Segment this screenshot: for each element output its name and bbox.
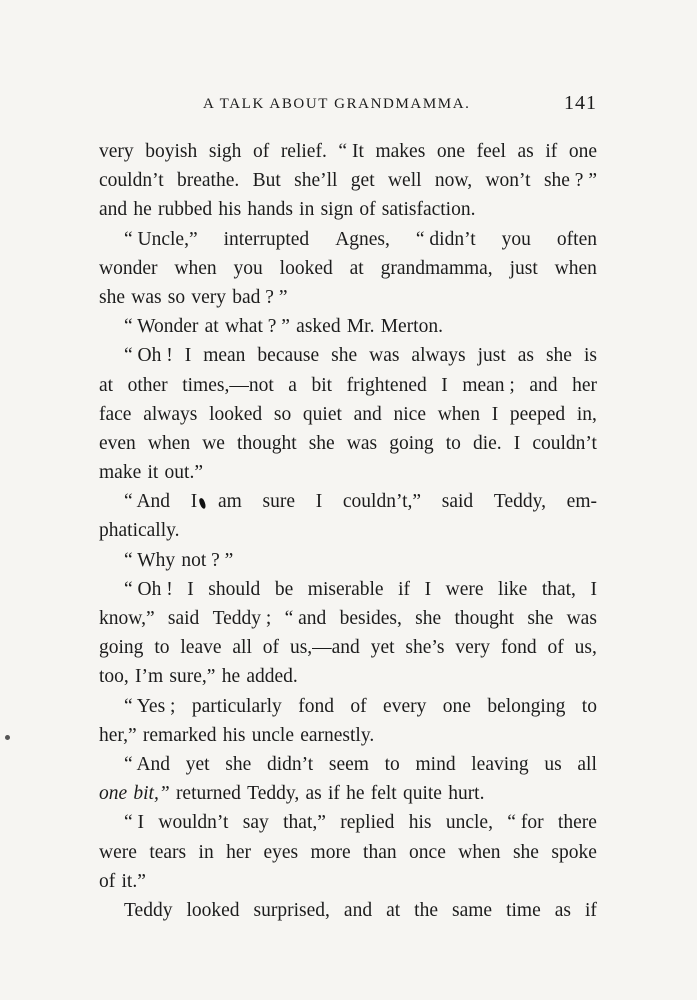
word: mind — [415, 753, 456, 775]
text-line — [99, 516, 597, 545]
word: she — [415, 608, 442, 629]
word: looked — [279, 257, 333, 279]
word: when — [458, 841, 501, 863]
word: said — [167, 608, 200, 629]
word: if — [327, 783, 340, 805]
word: at — [386, 899, 401, 921]
word: spoke — [551, 841, 597, 863]
word: feel — [476, 141, 506, 162]
page-number: 141 — [564, 92, 597, 114]
word: particularly — [191, 695, 282, 717]
word: Merton. — [380, 316, 443, 338]
text-line — [99, 341, 597, 370]
word: interrupted — [223, 228, 310, 250]
word: a — [288, 374, 297, 396]
word: other — [127, 374, 168, 396]
word: seem — [328, 753, 369, 775]
word: she — [512, 841, 539, 863]
word: added. — [246, 666, 298, 688]
word: so — [167, 286, 186, 308]
text-line — [99, 838, 597, 867]
word: that,” — [283, 812, 326, 834]
running-head: A TALK ABOUT GRANDMAMMA. — [203, 96, 471, 112]
word: returned — [175, 783, 241, 805]
text-line — [99, 137, 597, 166]
word: if — [545, 141, 558, 162]
word: when — [554, 257, 597, 279]
word: when — [174, 257, 217, 279]
word: looked — [186, 899, 240, 921]
word: at — [349, 257, 364, 279]
word: Teddy — [124, 899, 173, 921]
word: to — [581, 695, 597, 717]
word: “ Oh ! — [124, 578, 173, 600]
word: as — [305, 783, 322, 805]
word: said — [441, 491, 474, 513]
word: were — [99, 841, 137, 863]
word: sure — [262, 491, 295, 513]
text-line — [99, 808, 597, 837]
text-line — [99, 896, 597, 925]
word: peeped — [509, 403, 566, 425]
word: “ Why — [124, 549, 176, 571]
word: couldn’t — [99, 170, 164, 192]
text-line — [99, 225, 597, 254]
word: you — [233, 257, 263, 279]
word: as — [554, 899, 571, 921]
word: not ? ” — [181, 549, 234, 571]
word: bit — [311, 374, 333, 396]
word: now, — [434, 170, 473, 192]
text-line — [99, 721, 597, 750]
word: know,” — [99, 608, 155, 629]
word: time — [506, 899, 541, 921]
text-line — [99, 575, 597, 604]
word: her — [572, 374, 597, 396]
word: once — [409, 841, 446, 863]
word: “ Wonder — [124, 316, 199, 338]
word: she — [99, 286, 125, 308]
word: going — [389, 432, 434, 454]
word: of — [99, 870, 116, 892]
word: I — [187, 578, 194, 600]
word: well — [387, 170, 422, 192]
word: bad ? ” — [232, 286, 288, 308]
word: you — [501, 228, 531, 250]
word: she’ll — [294, 170, 338, 192]
word: felt — [370, 783, 397, 805]
word: she — [527, 608, 554, 629]
word: every — [383, 695, 427, 717]
word: I — [590, 578, 597, 600]
word: quite — [402, 783, 442, 805]
word: is — [583, 345, 597, 367]
word: wonder — [99, 257, 158, 279]
text-line — [99, 487, 597, 516]
text-line — [99, 312, 597, 341]
word: tears — [149, 841, 187, 863]
word: to — [384, 753, 400, 775]
word: I — [491, 403, 499, 425]
word: all — [232, 637, 252, 659]
word: hurt. — [448, 783, 485, 805]
word: one — [436, 141, 466, 162]
word: it — [147, 462, 159, 484]
word: there — [557, 812, 597, 834]
word: yet — [370, 637, 395, 659]
word: often — [556, 228, 597, 250]
word: same — [451, 899, 493, 921]
word: and — [353, 403, 382, 425]
word: us — [544, 753, 562, 775]
word: of — [262, 637, 280, 659]
word: of — [547, 637, 564, 659]
word: he — [133, 199, 152, 221]
word: thought — [454, 608, 515, 629]
word: one — [442, 695, 471, 717]
word: say — [242, 812, 269, 834]
word: more — [310, 841, 351, 863]
word: I’m — [135, 666, 164, 688]
word: because — [257, 345, 320, 367]
word: was — [566, 608, 597, 629]
margin-speck — [5, 735, 10, 740]
word: he — [221, 666, 241, 688]
word: sigh — [208, 141, 242, 162]
word: didn’t — [266, 753, 314, 775]
word: always — [411, 345, 466, 367]
word: leaving — [471, 753, 529, 775]
word: he — [346, 783, 365, 805]
text-line — [99, 750, 597, 779]
word: thought — [237, 432, 297, 454]
word: we — [202, 432, 225, 454]
word: boyish — [145, 141, 198, 162]
word: Agnes, — [335, 228, 390, 250]
word: I — [190, 491, 198, 513]
word: “ didn’t — [415, 228, 476, 250]
text-line — [99, 371, 597, 400]
text-line — [99, 429, 597, 458]
word: as — [517, 141, 534, 162]
word: going — [99, 637, 144, 659]
word: if — [584, 899, 597, 921]
word: and — [529, 374, 558, 396]
word: nice — [393, 403, 426, 425]
word: at — [204, 316, 219, 338]
word: “ I — [124, 812, 145, 834]
word: belonging — [487, 695, 566, 717]
word: his — [218, 199, 242, 221]
word: very — [455, 637, 490, 659]
word: just — [509, 257, 538, 279]
word: looked — [209, 403, 263, 425]
word: always — [143, 403, 198, 425]
word: hands — [247, 199, 293, 221]
word: than — [363, 841, 397, 863]
word: in — [299, 199, 315, 221]
word: uncle, — [445, 812, 493, 834]
word: it.” — [121, 870, 146, 892]
word: make — [99, 462, 142, 484]
text-line — [99, 283, 597, 312]
word: I — [441, 374, 448, 396]
word: yet — [185, 753, 210, 775]
word: phatically. — [99, 520, 180, 542]
word: makes — [375, 141, 426, 162]
word: out.” — [164, 462, 203, 484]
word: am — [217, 491, 242, 513]
word: uncle — [251, 724, 294, 746]
word: too, — [99, 666, 129, 688]
word: so — [273, 403, 292, 425]
word: rubbed — [158, 199, 213, 221]
word: her,” — [99, 724, 137, 746]
word: besides, — [339, 608, 402, 629]
word: “ Oh ! — [124, 345, 173, 367]
word: she — [545, 345, 572, 367]
word: wouldn’t — [158, 812, 229, 834]
word: she’s — [405, 637, 445, 659]
word: mean ; — [462, 374, 515, 396]
word: “ And — [124, 491, 171, 513]
word: breathe. — [176, 170, 240, 192]
word: “ for — [507, 812, 544, 834]
word: his — [222, 724, 246, 746]
word: and — [99, 199, 128, 221]
word: was — [131, 286, 162, 308]
word: miserable — [307, 578, 384, 600]
word: when — [437, 403, 480, 425]
word: grandmamma, — [380, 257, 493, 279]
word: if — [398, 578, 411, 600]
word: But — [252, 170, 281, 192]
word: earnestly. — [300, 724, 375, 746]
word: eyes — [263, 841, 299, 863]
text-line — [99, 662, 597, 691]
word: in, — [576, 403, 597, 425]
word: couldn’t,” — [342, 491, 422, 513]
word: I — [513, 432, 521, 454]
word: “ and — [284, 608, 327, 629]
text-line — [99, 779, 597, 808]
text-line — [99, 867, 597, 896]
word: at — [99, 374, 114, 396]
word: quiet — [302, 403, 342, 425]
word: very — [99, 141, 134, 162]
word: should — [208, 578, 261, 600]
word: bit,” — [133, 783, 170, 805]
word: was — [369, 345, 400, 367]
word: couldn’t — [532, 432, 597, 454]
word: sure,” — [169, 666, 216, 688]
word: all — [577, 753, 597, 775]
word: surprised, — [253, 899, 330, 921]
word: to — [445, 432, 461, 454]
word: and — [343, 899, 373, 921]
word: she ? ” — [543, 170, 597, 192]
word: I — [424, 578, 432, 600]
word: satisfaction. — [381, 199, 476, 221]
word: remarked — [142, 724, 217, 746]
word: sign — [320, 199, 354, 221]
word: “ It — [338, 141, 364, 162]
word: one — [99, 783, 128, 805]
text-line — [99, 195, 597, 224]
word: to — [154, 637, 170, 659]
word: asked — [296, 316, 341, 338]
word: was — [346, 432, 378, 454]
word: of — [350, 695, 367, 717]
word: what ? ” — [224, 316, 290, 338]
word: Teddy, — [247, 783, 300, 805]
word: when — [147, 432, 191, 454]
word: us,—and — [289, 637, 360, 659]
word: Teddy ; — [212, 608, 272, 629]
body-text — [99, 137, 597, 925]
word: her — [226, 841, 252, 863]
word: were — [445, 578, 484, 600]
word: very — [191, 286, 227, 308]
text-line — [99, 692, 597, 721]
word: fond — [298, 695, 334, 717]
word: face — [99, 403, 132, 425]
word: be — [274, 578, 294, 600]
word: she — [308, 432, 335, 454]
word: Mr. — [346, 316, 375, 338]
word: just — [477, 345, 506, 367]
word: “ And — [124, 753, 171, 775]
word: “ Yes ; — [124, 695, 176, 717]
word: of — [359, 199, 376, 221]
word: em- — [566, 491, 597, 513]
text-line — [99, 166, 597, 195]
word: relief. — [280, 141, 327, 162]
word: “ Uncle,” — [124, 228, 198, 250]
word: of — [252, 141, 270, 162]
word: that, — [541, 578, 576, 600]
word: I — [315, 491, 323, 513]
word: one — [568, 141, 597, 162]
word: like — [498, 578, 528, 600]
word: fond — [500, 637, 537, 659]
text-line — [99, 254, 597, 283]
word: mean — [203, 345, 246, 367]
word: leave — [180, 637, 222, 659]
word: die. — [472, 432, 502, 454]
word: us, — [574, 637, 597, 659]
text-line — [99, 633, 597, 662]
word: even — [99, 432, 136, 454]
word: replied — [340, 812, 395, 834]
text-line — [99, 604, 597, 633]
word: his — [408, 812, 432, 834]
word: I — [184, 345, 192, 367]
page-header — [100, 92, 597, 124]
text-line — [99, 458, 597, 487]
word: get — [350, 170, 375, 192]
word: she — [225, 753, 252, 775]
word: she — [331, 345, 358, 367]
word: Teddy, — [493, 491, 546, 513]
word: in — [198, 841, 214, 863]
word: won’t — [485, 170, 531, 192]
word: times,—not — [182, 374, 274, 396]
text-line — [99, 546, 597, 575]
word: frightened — [346, 374, 427, 396]
word: the — [414, 899, 438, 921]
word: as — [517, 345, 534, 367]
text-line — [99, 400, 597, 429]
